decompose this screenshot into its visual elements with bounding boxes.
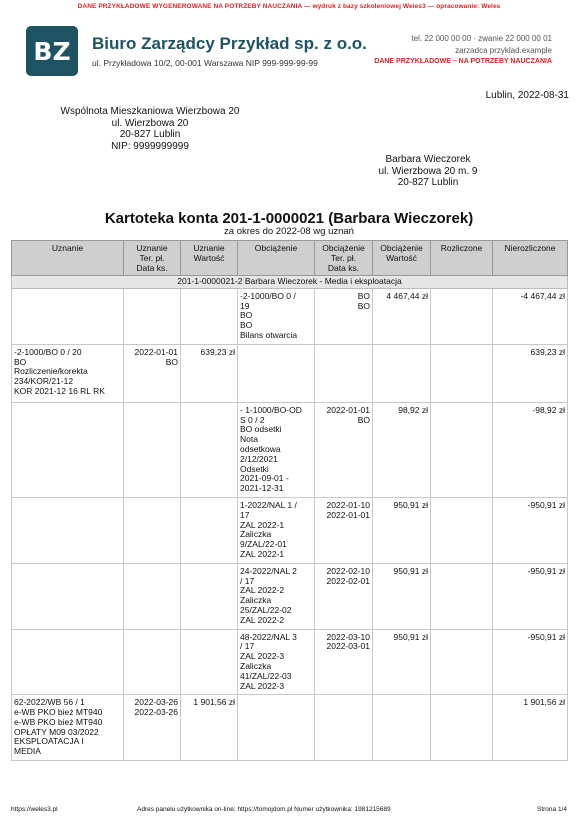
- credit-cell: [12, 288, 124, 344]
- debit-date-cell: 2022-02-10 2022-02-01: [315, 563, 373, 629]
- table-body: [12, 276, 568, 761]
- ledger-table: [11, 240, 568, 761]
- recipient-address: [368, 154, 488, 189]
- credit-date-cell: 2022-03-26 2022-03-26: [124, 695, 181, 761]
- credit-value-cell: [181, 563, 238, 629]
- credit-date-cell: [124, 497, 181, 563]
- credit-value-cell: [181, 288, 238, 344]
- settled-cell: [431, 288, 493, 344]
- credit-value-cell: [181, 497, 238, 563]
- credit-date-cell: 2022-01-01 BO: [124, 344, 181, 402]
- company-email: zarzadca przyklad.example: [455, 46, 552, 55]
- document-title: Kartoteka konta 201-1-0000021 (Barbara Wieczorek): [104, 210, 474, 227]
- debit-date-cell: [315, 344, 373, 402]
- debit-date-cell: 2022-01-01 BO: [315, 402, 373, 497]
- col-credit-value-header: Uznanie Wartość: [181, 241, 238, 276]
- settled-cell: [431, 563, 493, 629]
- debit-cell: 24-2022/NAL 2 / 17 ZAL 2022-2 Zaliczka 25/ZAL/22-02 ZAL 2022-2: [238, 563, 315, 629]
- company-phone: tel. 22 000 00 00 · zwanie 22 000 00 01: [411, 34, 552, 43]
- sender-line: NIP: 9999999999: [111, 140, 189, 152]
- debit-value-cell: [373, 695, 431, 761]
- footer-page-number: Strona 1/4: [537, 806, 567, 813]
- debit-cell: 1-2022/NAL 1 / 17 ZAL 2022-1 Zaliczka 9/ZAL/22-01 ZAL 2022-1: [238, 497, 315, 563]
- col-unsettled-header: Nierozliczone: [493, 241, 568, 276]
- debit-date-cell: [315, 695, 373, 761]
- table-row: [12, 344, 568, 402]
- col-debit-value-header: Obciążenie Wartość: [373, 241, 431, 276]
- credit-date-cell: [124, 629, 181, 695]
- debit-date-cell: 2022-03-10 2022-03-01: [315, 629, 373, 695]
- demo-notice: DANE PRZYKŁADOWE – NA POTRZEBY NAUCZANIA: [374, 58, 552, 65]
- recipient-line: Barbara Wieczorek: [385, 154, 471, 165]
- settled-cell: [431, 402, 493, 497]
- debit-cell: 48-2022/NAL 3 / 17 ZAL 2022-3 Zaliczka 41/ZAL/22-03 ZAL 2022-3: [238, 629, 315, 695]
- debit-value-cell: 98,92 zł: [373, 402, 431, 497]
- company-logo: BZ: [26, 26, 78, 76]
- place-date: Lublin, 2022-08-31: [485, 90, 569, 101]
- unsettled-cell: 639,23 zł: [493, 344, 568, 402]
- credit-value-cell: [181, 402, 238, 497]
- table-header-row: [12, 241, 568, 276]
- recipient-line: 20-827 Lublin: [397, 177, 459, 188]
- col-debit-header: Obciążenie: [238, 241, 315, 276]
- company-name: Biuro Zarządcy Przykład sp. z o.o.: [92, 34, 367, 53]
- table-row: [12, 497, 568, 563]
- sender-line: Wspólnota Mieszkaniowa Wierzbowa 20: [60, 106, 240, 117]
- sender-line: 20-827 Lublin: [119, 129, 181, 140]
- unsettled-cell: -950,91 zł: [493, 629, 568, 695]
- debit-cell: -2-1000/BO 0 / 19 BO BO Bilans otwarcia: [238, 288, 315, 344]
- credit-value-cell: 1 901,56 zł: [181, 695, 238, 761]
- col-debit-date-header: Obciążenie Ter. pł. Data ks.: [315, 241, 373, 276]
- credit-value-cell: 639,23 zł: [181, 344, 238, 402]
- credit-cell: 62-2022/WB 56 / 1 e-WB PKO bież MT940 e-WB PKO bież MT940 OPŁATY M09 03/2022 EKSPLOATACJA I MEDIA: [12, 695, 124, 761]
- debit-cell: [238, 695, 315, 761]
- credit-cell: [12, 497, 124, 563]
- recipient-line: ul. Wierzbowa 20 m. 9: [378, 165, 478, 177]
- company-address: ul. Przykładowa 10/2, 00-001 Warszawa NIP 999-999-99-99: [92, 58, 318, 68]
- settled-cell: [431, 344, 493, 402]
- sender-address: [54, 106, 246, 152]
- group-label: 201-1-0000021-2 Barbara Wieczorek - Media i eksploatacja: [12, 276, 568, 289]
- debit-value-cell: [373, 344, 431, 402]
- table-row: [12, 288, 568, 344]
- unsettled-cell: 1 901,56 zł: [493, 695, 568, 761]
- debit-cell: [238, 344, 315, 402]
- unsettled-cell: -4 467,44 zł: [493, 288, 568, 344]
- settled-cell: [431, 497, 493, 563]
- credit-cell: [12, 402, 124, 497]
- table-row: [12, 629, 568, 695]
- table-row: [12, 402, 568, 497]
- credit-cell: -2-1000/BO 0 / 20 BO Rozliczenie/korekta 234/KOR/21-12 KOR 2021-12 16 RL RK: [12, 344, 124, 402]
- debit-cell: - 1-1000/BO-OD S 0 / 2 BO odsetki Nota odsetkowa 2/12/2021 Odsetki 2021-09-01 - 2021-12-31: [238, 402, 315, 497]
- debit-value-cell: 4 467,44 zł: [373, 288, 431, 344]
- table-row: [12, 695, 568, 761]
- sender-line: ul. Wierzbowa 20: [111, 117, 189, 129]
- credit-date-cell: [124, 288, 181, 344]
- debit-value-cell: 950,91 zł: [373, 629, 431, 695]
- debit-date-cell: BO BO: [315, 288, 373, 344]
- debit-value-cell: 950,91 zł: [373, 563, 431, 629]
- footer-user-panel: Adres panelu użytkownika on-line: https://tomojdom.pl Numer użytkownika: 1981215689: [137, 806, 391, 813]
- footer-website: https://weles3.pl: [11, 806, 58, 813]
- debit-value-cell: 950,91 zł: [373, 497, 431, 563]
- col-credit-header: Uznanie: [12, 241, 124, 276]
- credit-cell: [12, 563, 124, 629]
- unsettled-cell: -950,91 zł: [493, 497, 568, 563]
- credit-date-cell: [124, 563, 181, 629]
- unsettled-cell: -98,92 zł: [493, 402, 568, 497]
- credit-cell: [12, 629, 124, 695]
- credit-date-cell: [124, 402, 181, 497]
- unsettled-cell: -950,91 zł: [493, 563, 568, 629]
- col-settled-header: Rozliczone: [431, 241, 493, 276]
- settled-cell: [431, 629, 493, 695]
- debit-date-cell: 2022-01-10 2022-01-01: [315, 497, 373, 563]
- col-credit-date-header: Uznanie Ter. pł. Data ks.: [124, 241, 181, 276]
- group-row: [12, 276, 568, 289]
- table-row: [12, 563, 568, 629]
- settled-cell: [431, 695, 493, 761]
- document-subtitle: za okres do 2022-08 wg uznań: [224, 226, 354, 237]
- top-banner: DANE PRZYKŁADOWE WYGENEROWANE NA POTRZEBY NAUCZANIA — wydruk z bazy szkoleniowej Weles3 — opracowanie: Weles: [77, 3, 501, 10]
- credit-value-cell: [181, 629, 238, 695]
